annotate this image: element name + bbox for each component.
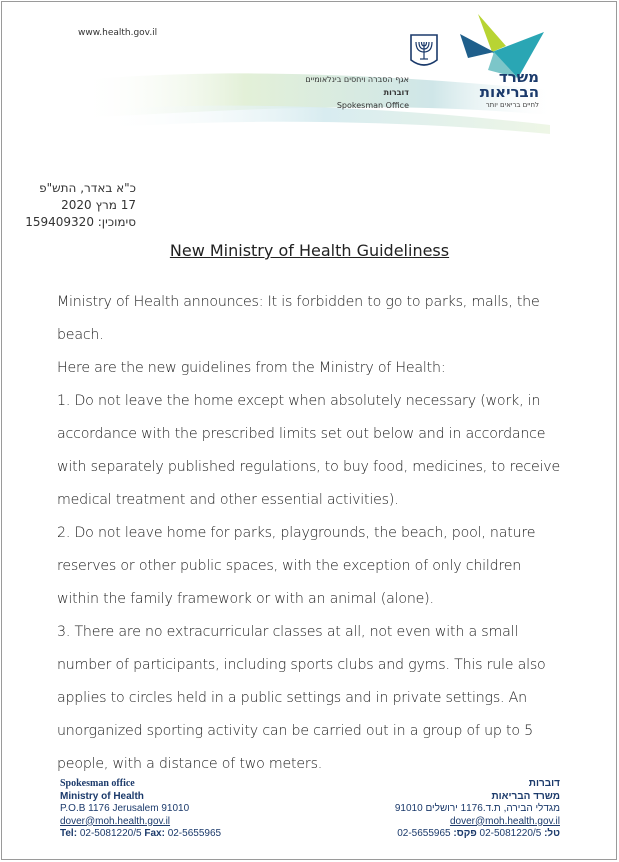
footer-tel-label: Tel: bbox=[60, 828, 78, 839]
footer-email-link[interactable]: dover@moh.health.gov.il bbox=[60, 815, 171, 827]
gregorian-date: 17 מרץ 2020 bbox=[61, 198, 136, 212]
ministry-logo-text bbox=[480, 70, 539, 111]
website-url: www.health.gov.il bbox=[78, 28, 158, 38]
department-spokesman-hebrew: דוברות bbox=[383, 88, 409, 97]
hebrew-date: כ"א באדר, התש"פ bbox=[39, 181, 136, 195]
logo-line-1: משרד bbox=[498, 68, 539, 86]
logo-tagline: לחיים בריאים יותר bbox=[485, 101, 539, 109]
department-name: אגף הסברה ויחסים בינלאומיים bbox=[305, 75, 409, 84]
department-spokesman-english: Spokesman Office bbox=[336, 101, 409, 110]
department-block bbox=[305, 73, 409, 112]
footer-ministry-hebrew: משרד הבריאות bbox=[491, 790, 560, 802]
guideline-item-3: 3. There are no extracurricular classes at all, not even with a small number of participants, including sports clubs and gyms. This rule also applies to circles held in a public settings and in private settings. An unorganized sporting activity can be carried out in a group of up to 5 people, with a distance of two meters. bbox=[57, 624, 546, 772]
footer-office: Spokesman office bbox=[60, 778, 135, 789]
guideline-item-1: 1. Do not leave the home except when absolutely necessary (work, in accordance with the prescribed limits set out below and in accordance with separately published regulations, to buy food, medicines, to receive medical treatment and other essential activities). bbox=[57, 393, 560, 508]
logo-line-2: הבריאות bbox=[479, 83, 539, 101]
reference-number: סימוכין: 159409320 bbox=[25, 215, 136, 229]
footer-fax-label-hebrew: פקס: bbox=[453, 828, 477, 839]
lead-paragraph: Here are the new guidelines from the Ministry of Health: bbox=[57, 360, 446, 376]
footer-address: P.O.B 1176 Jerusalem 91010 bbox=[60, 803, 190, 814]
footer-contact-hebrew bbox=[395, 778, 560, 841]
footer-tel-hebrew: 02-5081220/5 bbox=[479, 828, 542, 839]
guideline-item-2: 2. Do not leave home for parks, playgrounds, the beach, pool, nature reserves or other public spaces, with the exception of only children within the family framework or with an animal (alone). bbox=[57, 525, 536, 607]
date-block bbox=[25, 180, 136, 231]
footer-office-hebrew: דוברות bbox=[528, 778, 560, 789]
footer-email-link-hebrew[interactable]: dover@moh.health.gov.il bbox=[449, 815, 560, 827]
document-body bbox=[57, 286, 567, 781]
footer-fax: 02-5655965 bbox=[167, 828, 222, 839]
footer-address-hebrew: מגדלי הבירה, ת.ד.1176 ירושלים 91010 bbox=[394, 803, 560, 814]
intro-paragraph: Ministry of Health announces: It is forbidden to go to parks, malls, the beach. bbox=[57, 294, 540, 343]
state-emblem-icon bbox=[408, 32, 440, 72]
footer-tel: 02-5081220/5 bbox=[79, 828, 142, 839]
footer-contact-english bbox=[60, 778, 221, 841]
footer-tel-label-hebrew: טל: bbox=[544, 828, 560, 839]
document-title: New Ministry of Health Guideliness bbox=[169, 241, 450, 260]
footer-ministry: Ministry of Health bbox=[60, 790, 144, 802]
footer-fax-label: Fax: bbox=[144, 828, 165, 839]
footer-fax-hebrew: 02-5655965 bbox=[397, 828, 451, 839]
